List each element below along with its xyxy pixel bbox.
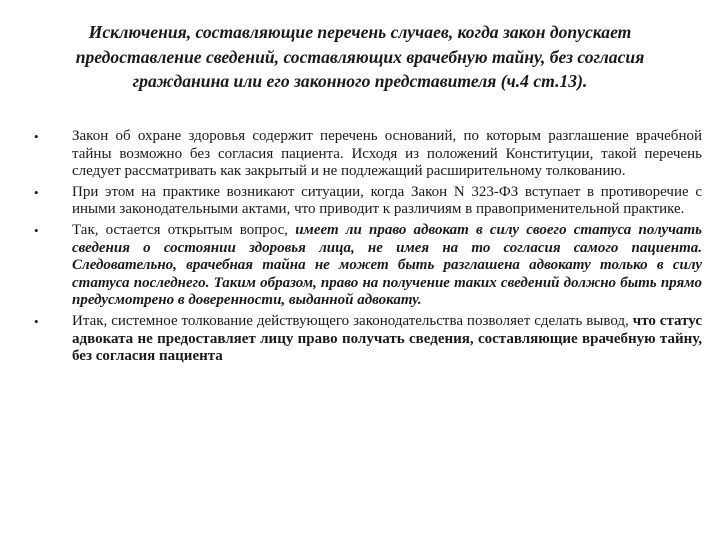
bullet-text-lead: Итак, системное толкование действующего законодательства позволяет сделать вывод, (72, 312, 633, 329)
bullet-text-bold: что статус адвоката не предоставляет лицу право получать сведения, составляющие врачебную тайну, без согласия пациента (72, 312, 702, 365)
bullet-icon: • (34, 222, 39, 238)
bullet-icon: • (34, 313, 39, 329)
bullet-icon: • (34, 129, 39, 144)
bullet-item-3 (34, 222, 702, 310)
bullet-icon: • (34, 184, 39, 200)
bullet-text: При этом на практике возникают ситуации, когда Закон N 323-ФЗ вступает в противоречие с иными законодательными актами, что приводит к различиям в правоприменительной практике. (72, 183, 702, 218)
bullet-item-4 (34, 313, 702, 366)
bullet-text: Закон об охране здоровья содержит перечень оснований, по которым разглашение врачебной тайны возможно без согласия пациента. Исходя из положений Конституции, такой перечень следует рассматривать как закрытый и не подлежащий расширительному толкованию. (72, 128, 702, 180)
bullet-item-1 (34, 128, 702, 181)
bullet-text-lead: Так, остается открытым вопрос, (72, 221, 296, 238)
slide-title: Исключения, составляющие перечень случаев, когда закон допускает предоставление сведений, составляющих врачебную тайну, без согласия гражданина или его законного представителя (ч.4 ст.13). (75, 22, 645, 91)
bullet-text-emphasis: имеет ли право адвокат в силу своего статуса получать сведения о состоянии здоровья лица, не имея на то согласия самого пациента. Следовательно, врачебная тайна не может быть разглашена адвокату только в силу статуса последнего. Таким образом, право на получение таких сведений должно быть прямо предусмотрено в доверенности, выданной адвокату. (72, 221, 702, 309)
bullet-list (34, 128, 702, 369)
bullet-item-2 (34, 184, 702, 219)
